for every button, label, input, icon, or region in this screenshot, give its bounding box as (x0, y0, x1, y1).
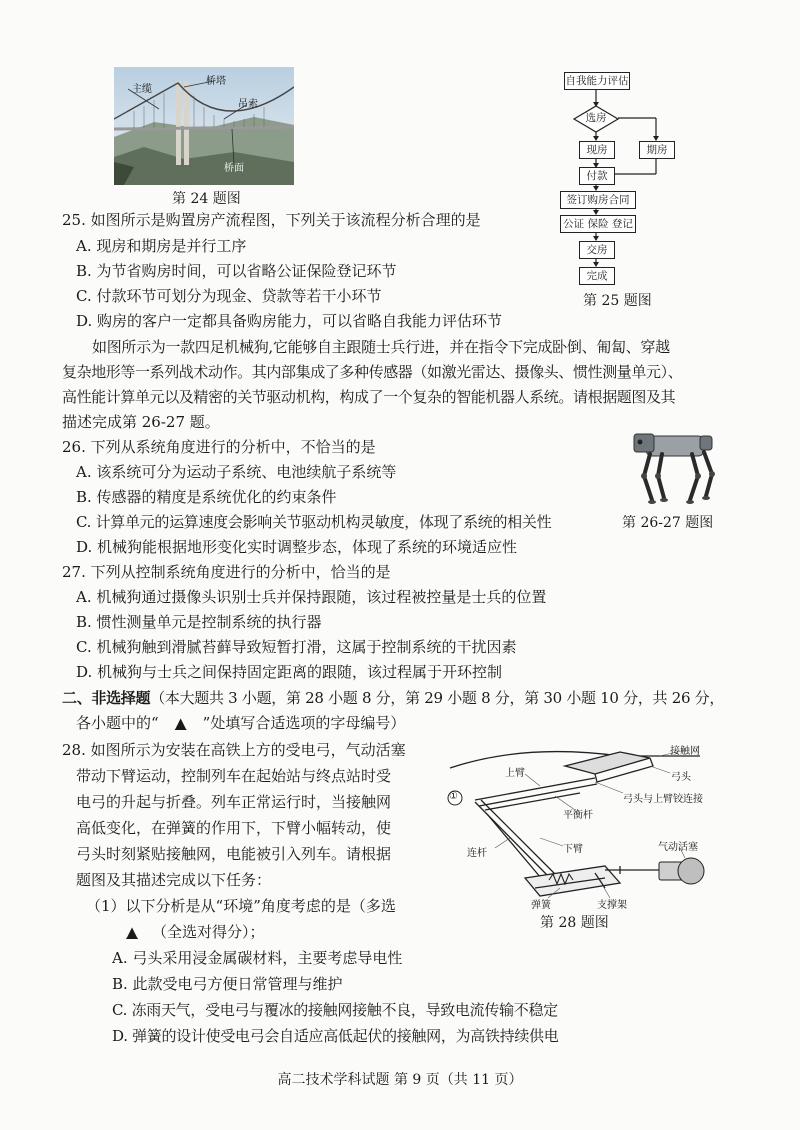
flow-deliver: 交房 (579, 241, 615, 259)
q28-sub1-tail: （全选对得分）； (152, 923, 265, 941)
flow-pay: 付款 (579, 167, 615, 185)
section2-line2-pre: 各小题中的“ (76, 714, 159, 732)
q28-line-4: 高低变化，在弹簧的作用下，下臂小幅转动，使 (76, 819, 392, 837)
intro-line-2: 复杂地形等一系列战术动作。其内部集成了多种传感器（如激光雷达、摄像头、惯性测量单元）、 (62, 363, 683, 381)
q26-option-a: A. 该系统可分为运动子系统、电池续航子系统等 (76, 463, 397, 481)
section2-line1: （本大题共 3 小题，第 28 小题 8 分，第 29 小题 8 分，第 30 小题 10 分，共 26 分， (150, 689, 725, 707)
q26-stem: 26. 下列从系统角度进行的分析中，不恰当的是 (62, 438, 376, 456)
section2-line2-post: ”处填写合适选项的字母编号） (202, 714, 406, 732)
q27-option-b: B. 惯性测量单元是控制系统的执行器 (76, 613, 322, 631)
section2-header (62, 688, 724, 708)
q27-option-d: D. 机械狗与士兵之间保持固定距离的跟随，该过程属于开环控制 (76, 663, 503, 681)
label-circle-1: ① (449, 791, 458, 802)
robot-dog-image (618, 420, 728, 510)
fig28-caption: 第 28 题图 (540, 915, 609, 931)
q27-option-a: A. 机械狗通过摄像头识别士兵并保持跟随，该过程被控量是士兵的位置 (76, 588, 547, 606)
q27-stem: 27. 下列从控制系统角度进行的分析中，恰当的是 (62, 563, 391, 581)
label-joint: 弓头与上臂铰连接 (623, 794, 703, 805)
q25-stem: 25. 如图所示是购置房产流程图，下列关于该流程分析合理的是 (62, 211, 481, 229)
label-lower-arm: 下臂 (563, 844, 583, 855)
label-hanger: 吊索 (238, 99, 258, 110)
flow-self-eval: 自我能力评估 (564, 72, 630, 90)
q28-sub1-stem: （1）以下分析是从“环境”角度考虑的是（多选 (86, 897, 396, 915)
q28-option-c: C. 冻雨天气，受电弓与覆冰的接触网接触不良，导致电流传输不稳定 (112, 1001, 558, 1019)
q26-option-b: B. 传感器的精度是系统优化的约束条件 (76, 488, 337, 506)
section2-title: 二、非选择题 (62, 689, 151, 707)
q28-line-1: 28. 如图所示为安装在高铁上方的受电弓，气动活塞 (62, 741, 406, 759)
q25-option-b: B. 为节省购房时间，可以省略公证保险登记环节 (76, 262, 397, 280)
intro-line-1: 如图所示为一款四足机械狗,它能够自主跟随士兵行进，并在指令下完成卧倒、匍匐、穿越 (92, 338, 670, 356)
flow-notary: 公证 保险 登记 (560, 215, 636, 233)
label-head: 弓头 (671, 772, 691, 783)
q28-line-3: 电弓的升起与折叠。列车正常运行时，当接触网 (76, 793, 392, 811)
label-link-rod: 连杆 (467, 848, 487, 859)
label-tower: 桥塔 (206, 76, 226, 87)
q28-line-2: 带动下臂运动，控制列车在起始站与终点站时受 (76, 767, 392, 785)
q25-option-a: A. 现房和期房是并行工序 (76, 237, 247, 255)
flow-contract: 签订购房合同 (560, 191, 636, 209)
label-contact-net: 接触网 (670, 746, 700, 757)
label-spring: 弹簧 (531, 900, 551, 911)
q25-option-c: C. 付款环节可划分为现金、贷款等若干小环节 (76, 287, 382, 305)
q26-option-c: C. 计算单元的运算速度会影响关节驱动机构灵敏度，体现了系统的相关性 (76, 513, 552, 531)
flow-current: 现房 (579, 141, 615, 159)
q28-sub1-line2 (112, 922, 265, 942)
label-support: 支撑架 (597, 900, 627, 911)
label-deck: 桥面 (224, 163, 244, 174)
q28-option-d: D. 弹簧的设计使受电弓会自适应高低起伏的接触网，为高铁持续供电 (112, 1027, 559, 1045)
flow-choose: 选房 (585, 112, 607, 124)
fig2627-caption: 第 26-27 题图 (622, 515, 714, 531)
label-balance-rod: 平衡杆 (563, 810, 593, 821)
flow-done: 完成 (579, 267, 615, 285)
fig24-caption: 第 24 题图 (172, 191, 241, 207)
pantograph-diagram (445, 738, 750, 913)
intro-line-4: 描述完成第 26-27 题。 (62, 413, 220, 431)
q28-line-5: 弓头时刻紧贴接触网，电能被引入列车。请根据 (76, 845, 392, 863)
label-upper-arm: 上臂 (505, 768, 525, 779)
section2-line2 (76, 713, 405, 733)
intro-line-3: 高性能计算单元以及精密的关节驱动机构，构成了一个复杂的智能机器人系统。请根据题图及其 (62, 388, 676, 406)
answer-blank: ▲ (174, 714, 187, 732)
flow-future: 期房 (639, 141, 675, 159)
q27-option-c: C. 机械狗触到滑腻苔藓导致短暂打滑，这属于控制系统的干扰因素 (76, 638, 517, 656)
q26-option-d: D. 机械狗能根据地形变化实时调整步态，体现了系统的环境适应性 (76, 538, 518, 556)
q28-option-a: A. 弓头采用浸金属碳材料，主要考虑导电性 (112, 949, 403, 967)
figure-25 (560, 70, 690, 290)
q28-option-b: B. 此款受电弓方便日常管理与维护 (112, 975, 343, 993)
page-footer: 高二技术学科试题 第 9 页（共 11 页） (277, 1072, 523, 1088)
label-piston: 气动活塞 (658, 842, 698, 853)
figure-24 (114, 67, 294, 185)
q25-option-d: D. 购房的客户一定都具备购房能力，可以省略自我能力评估环节 (76, 312, 503, 330)
q28-line-6: 题图及其描述完成以下任务： (76, 871, 272, 889)
fig25-caption: 第 25 题图 (583, 293, 652, 309)
figure-26-27 (618, 420, 728, 510)
label-main-cable: 主缆 (132, 84, 152, 95)
figure-28 (445, 738, 750, 913)
answer-blank: ▲ (126, 923, 138, 941)
